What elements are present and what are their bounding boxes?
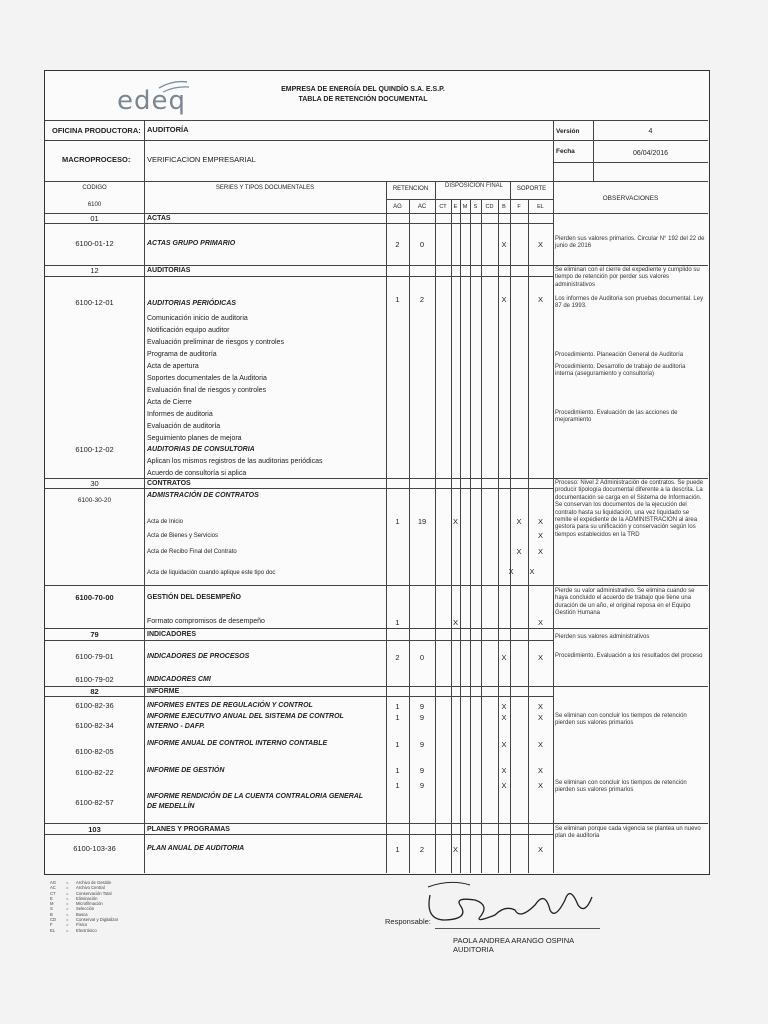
- subseries-auditorias-consultoria: AUDITORIAS DE CONSULTORIA: [147, 446, 255, 453]
- series-auditorias: AUDITORIAS: [147, 267, 191, 274]
- doc-type: Informes de auditoria: [147, 411, 213, 418]
- b-mark-6100-82-57: X: [501, 781, 507, 790]
- b-mark-6100-12-01: X: [501, 295, 507, 304]
- code-6100-82-34: 6100-82-34: [75, 721, 114, 730]
- cd-header: CD: [485, 204, 494, 210]
- code-6100-79-02: 6100-79-02: [75, 675, 114, 684]
- col-cd: [481, 199, 482, 873]
- ac-6100-103-36: 2: [419, 845, 425, 854]
- code-6100-79-01: 6100-79-01: [75, 652, 114, 661]
- series-header: SERIES Y TIPOS DOCUMENTALES: [215, 185, 315, 191]
- version-value: 4: [648, 128, 653, 135]
- subseries-informes-entes: INFORMES ENTES DE REGULACIÓN Y CONTROL: [147, 702, 313, 709]
- disposicion-header: DISPOSICION FINAL: [444, 183, 503, 189]
- ag-6100-103-36: 1: [395, 845, 400, 854]
- subseries-administracion-contratos: ADMISTRACIÓN DE CONTRATOS: [147, 492, 259, 499]
- signature-line: [435, 928, 600, 929]
- doc-type: Acta de Inicio: [147, 519, 184, 525]
- legend-row: S = Selección: [50, 906, 95, 912]
- office-value: AUDITORÍA: [147, 125, 189, 134]
- obs-auditorias-3: Procedimiento. Planeación General de Auditoría: [555, 352, 684, 358]
- macro-label: MACROPROCESO:: [62, 155, 131, 164]
- rule-30b: [45, 488, 553, 489]
- handwritten-signature: [420, 875, 600, 935]
- office-label: OFICINA PRODUCTORA:: [52, 126, 141, 135]
- el-mark-6100-70-00: X: [537, 618, 543, 627]
- doc-type: Evaluación de auditoría: [147, 423, 221, 430]
- code-6100-70-00: 6100-70-00: [75, 593, 114, 602]
- el-mark-6100-79-01: X: [537, 653, 543, 662]
- ac-header: AC: [417, 204, 427, 210]
- legend-row: B = Busca: [50, 911, 88, 917]
- rule-fecha: [553, 162, 708, 163]
- code-6100-82-22: 6100-82-22: [75, 768, 114, 777]
- company-name: EMPRESA DE ENERGÍA DEL QUINDÍO S.A. E.S.P.: [281, 86, 445, 93]
- date-value: 06/04/2016: [632, 150, 669, 157]
- m-header: M: [462, 204, 468, 210]
- obs-auditorias-1: Se eliminan con el cierre del expediente y cumplido su tiempo de retención por perder sus valores administrativos: [555, 267, 700, 288]
- code-6100-12-01: 6100-12-01: [75, 298, 114, 307]
- f-mark-acta-inicio: X: [516, 517, 522, 526]
- abbreviation-legend: [50, 880, 118, 933]
- ac-6100-30-20: 19: [417, 517, 427, 526]
- f-header: F: [517, 204, 521, 210]
- e-mark-6100-30-20: X: [452, 517, 458, 526]
- series-informe: INFORME: [147, 688, 180, 695]
- macro-value: VERIFICACION EMPRESARIAL: [147, 155, 256, 164]
- el-mark-6100-82-57: X: [537, 781, 543, 790]
- code-6100-30-20: 6100-30-20: [77, 497, 112, 504]
- subseries-actas-grupo-primario: ACTAS GRUPO PRIMARIO: [147, 240, 236, 247]
- rule-79b: [45, 640, 553, 641]
- codigo-header: CODIGO: [82, 185, 107, 191]
- doc-type: Acuerdo de consultoría si aplica: [147, 470, 247, 477]
- obs-indicadores-2: Procedimiento. Evaluación a los resultados del proceso: [555, 653, 703, 659]
- doc-type: Formato compromisos de desempeño: [147, 618, 265, 625]
- doc-type: Acta de Bienes y Servicios: [147, 533, 219, 539]
- ag-6100-70-00: 1: [395, 618, 400, 627]
- code-6100-12-02: 6100-12-02: [75, 445, 114, 454]
- series-gestion-desempeno: GESTIÓN DEL DESEMPEÑO: [147, 594, 241, 601]
- series-code-12: 12: [90, 266, 99, 275]
- observaciones-header: OBSERVACIONES: [602, 195, 659, 202]
- legend-row: M = Microfilmación: [50, 901, 103, 907]
- col-observaciones: [553, 120, 554, 873]
- f-mark-acta-liquidacion: X: [529, 567, 535, 576]
- obs-indicadores-1: Pierden sus valores administrativos: [555, 634, 650, 640]
- doc-type: Acta de apertura: [147, 363, 199, 370]
- doc-type: Acta de Cierre: [147, 399, 192, 406]
- doc-type: Acta de Recibo Final del Contrato: [147, 549, 237, 555]
- ag-6100-30-20: 1: [395, 517, 400, 526]
- signatory-role: AUDITORIA: [453, 945, 494, 954]
- doc-type: Programa de auditoría: [147, 351, 217, 358]
- ac-6100-79-01: 0: [419, 653, 425, 662]
- legend-row: AC = Archivo Central: [50, 885, 105, 891]
- rule-82b: [45, 696, 553, 697]
- ag-6100-01-12: 2: [395, 240, 400, 249]
- doc-type: Evaluación final de riesgos y controles: [147, 387, 267, 394]
- doc-type: Aplican los mismos registros de las auditorias periódicas: [147, 458, 323, 465]
- series-code-01: 01: [90, 214, 99, 223]
- ag-6100-82-05: 1: [395, 740, 400, 749]
- el-mark-6100-103-36: X: [537, 845, 543, 854]
- e-header: E: [453, 204, 458, 210]
- soporte-header: SOPORTE: [516, 186, 547, 192]
- rule-12b: [45, 276, 553, 277]
- obs-6100-01-12: Pierden sus valores primarios. Circular N° 192 del 22 de junio de 2016: [555, 236, 705, 250]
- signatory-name: PAOLA ANDREA ARANGO OSPINA: [453, 936, 575, 945]
- logo-wordmark: edeq: [117, 86, 186, 116]
- legend-row: AG = Archivo de Gestión: [50, 880, 112, 885]
- col-disposicion: [435, 181, 436, 873]
- subseries-informe-rendicion-line2: DE MEDELLÍN: [147, 803, 195, 810]
- codigo-number: 6100: [87, 202, 102, 208]
- el-mark-6100-82-05: X: [537, 740, 543, 749]
- ac-6100-82-57: 9: [419, 781, 425, 790]
- ac-6100-82-22: 9: [419, 766, 425, 775]
- ac-6100-01-12: 0: [419, 240, 425, 249]
- code-6100-82-57: 6100-82-57: [75, 798, 114, 807]
- subseries-informe-control-contable: INFORME ANUAL DE CONTROL INTERNO CONTABLE: [147, 740, 328, 747]
- b-mark-6100-01-12: X: [501, 240, 507, 249]
- doc-type: Notificación equipo auditor: [147, 327, 230, 334]
- rule-103b: [45, 834, 553, 835]
- ag-6100-82-36: 1: [395, 702, 400, 711]
- responsable-label: Responsable:: [385, 917, 431, 926]
- f-mark-acta-recibo: X: [516, 547, 522, 556]
- ac-6100-82-36: 9: [419, 702, 425, 711]
- obs-auditorias-2: Los informes de Auditoria son pruebas documental. Ley 87 de 1993.: [555, 296, 704, 310]
- subseries-plan-anual-auditoria: PLAN ANUAL DE AUDITORIA: [147, 845, 245, 852]
- code-6100-82-05: 6100-82-05: [75, 747, 114, 756]
- subseries-informe-rendicion: INFORME RENDICIÓN DE LA CUENTA CONTRALORIA GENERAL: [147, 793, 364, 800]
- b-mark-6100-82-34: X: [501, 713, 507, 722]
- series-actas: ACTAS: [147, 215, 171, 222]
- subseries-informe-gestion: INFORME DE GESTIÓN: [147, 767, 225, 774]
- ac-6100-12-01: 2: [419, 295, 425, 304]
- legend-row: CT = Conservación Total: [50, 890, 112, 896]
- edeq-logo: [115, 78, 200, 116]
- doc-type: Seguimiento planes de mejora: [147, 435, 242, 442]
- code-6100-103-36: 6100-103-36: [73, 844, 116, 853]
- col-e: [451, 199, 452, 873]
- rule-01: [45, 223, 553, 224]
- legend-row: F = Físico: [50, 922, 88, 928]
- s-header: S: [473, 204, 478, 210]
- el-mark-6100-82-36: X: [537, 702, 543, 711]
- el-header: EL: [537, 204, 544, 210]
- doc-type: Comunicación inicio de auditoria: [147, 315, 248, 322]
- obs-informe-2: Se eliminan con concluir los tiempos de retención pierden sus valores primarios: [555, 780, 687, 794]
- col-code: [144, 120, 145, 873]
- el-mark-acta-inicio: X: [537, 517, 543, 526]
- ag-6100-79-01: 2: [395, 653, 400, 662]
- ag-header: AG: [393, 204, 402, 210]
- doc-type: Soportes documentales de la Auditoria: [147, 375, 267, 382]
- e-mark-6100-70-00: X: [452, 618, 458, 627]
- series-code-103: 103: [88, 825, 101, 834]
- col-soporte: [510, 181, 511, 873]
- subseries-informe-ejecutivo: INFORME EJECUTIVO ANUAL DEL SISTEMA DE CONTROL: [147, 713, 344, 720]
- el-mark-acta-bienes: X: [537, 531, 543, 540]
- date-label: Fecha: [556, 148, 575, 155]
- col-s: [470, 199, 471, 873]
- document-title: TABLA DE RETENCIÓN DOCUMENTAL: [298, 96, 428, 103]
- retencion-header: RETENCION: [392, 186, 429, 192]
- obs-planes: Se eliminan porque cada vigencia se plantea un nuevo plan de auditoria: [555, 826, 701, 840]
- ac-6100-82-05: 9: [419, 740, 425, 749]
- series-code-82: 82: [90, 687, 99, 696]
- obs-gestion-desempeno: Pierde su valor administrativo. Se elimina cuando se haya concluido el acuerdo de trabajo que tiene una duración de un año, el original reposa en el Equipo Gestión Humana: [555, 588, 695, 617]
- series-code-30: 30: [90, 479, 99, 488]
- series-planes-programas: PLANES Y PROGRAMAS: [147, 826, 230, 833]
- doc-type: Evaluación preliminar de riesgos y controles: [147, 339, 284, 346]
- code-6100-01-12: 6100-01-12: [75, 239, 114, 248]
- b-header: B: [502, 204, 506, 210]
- subseries-indicadores-procesos: INDICADORES DE PROCESOS: [147, 653, 250, 660]
- obs-informe-1: Se eliminan con concluir los tiempos de retención pierden sus valores primarios: [555, 713, 687, 727]
- version-label: Versión: [556, 128, 580, 135]
- ag-6100-82-34: 1: [395, 713, 400, 722]
- el-mark-6100-82-34: X: [537, 713, 543, 722]
- ag-6100-82-22: 1: [395, 766, 400, 775]
- doc-type: Acta de liquidación cuando aplique este tipo doc: [147, 570, 276, 576]
- el-mark-acta-recibo: X: [537, 547, 543, 556]
- el-mark-6100-01-12: X: [537, 240, 543, 249]
- series-contratos: CONTRATOS: [147, 480, 191, 487]
- subseries-informe-ejecutivo-line2: INTERNO - DAFP.: [147, 723, 205, 730]
- el-mark-6100-82-22: X: [537, 766, 543, 775]
- b-mark-6100-82-36: X: [501, 702, 507, 711]
- subseries-auditorias-periodicas: AUDITORIAS PERIÓDICAS: [147, 300, 236, 307]
- ac-6100-82-34: 9: [419, 713, 425, 722]
- obs-auditorias-4: Procedimiento. Desarrollo de trabajo de auditoria interna (aseguramiento y consultoria): [555, 364, 686, 378]
- b-mark-6100-79-01: X: [501, 653, 507, 662]
- legend-row: CD = Conservar y Digitalizar: [50, 917, 119, 923]
- obs-auditorias-5: Procedimiento. Evaluación de las acciones de mejoramiento: [555, 410, 678, 424]
- obs-contratos: Proceso: Nivel 2 Administración de contratos. Se puede producir tipología documental diferente a la descrita. La documentación se carga en el Sistema de Información. Se conservan los documentos de la ejecución del contrato hasta su liquidación, una vez liquidado se remite el expediente de la ADMINISTRACION al área gestora para su unificación y conservación según los tiempos establecidos en la TRD: [555, 480, 704, 538]
- b-mark-6100-82-22: X: [501, 766, 507, 775]
- ag-6100-12-01: 1: [395, 295, 400, 304]
- col-m: [460, 199, 461, 873]
- code-6100-82-36: 6100-82-36: [75, 701, 114, 710]
- legend-row: EL = Electrónico: [50, 927, 97, 933]
- series-indicadores: INDICADORES: [147, 631, 197, 638]
- ct-header: CT: [439, 204, 447, 210]
- series-code-79: 79: [90, 630, 99, 639]
- b-mark-acta-liquidacion: X: [508, 567, 514, 576]
- e-mark-6100-103-36: X: [452, 845, 458, 854]
- subseries-indicadores-cmi: INDICADORES CMI: [147, 676, 211, 683]
- legend-row: E = Eliminación: [50, 895, 98, 901]
- ag-6100-82-57: 1: [395, 781, 400, 790]
- el-mark-6100-12-01: X: [537, 295, 543, 304]
- b-mark-6100-82-05: X: [501, 740, 507, 749]
